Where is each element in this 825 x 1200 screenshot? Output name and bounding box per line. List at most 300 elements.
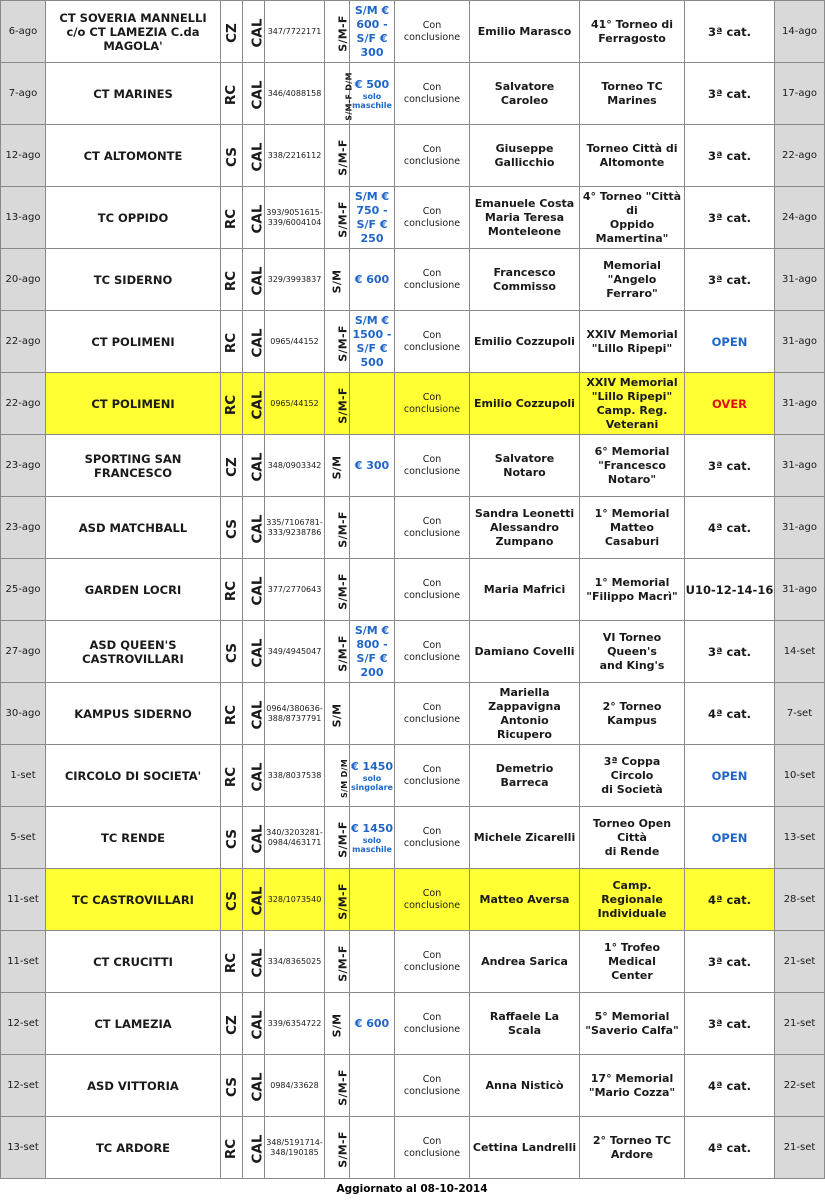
province: RC <box>223 1138 240 1160</box>
phone-number: 0965/44152 <box>265 311 325 373</box>
province-cell <box>221 807 243 869</box>
province: CS <box>223 1077 240 1097</box>
province: RC <box>223 580 240 602</box>
end-date: 22-ago <box>775 125 825 187</box>
phone-number: 348/0903342 <box>265 435 325 497</box>
province-cell <box>221 559 243 621</box>
draw-type-cell <box>325 1 350 63</box>
region: CAL <box>249 80 266 110</box>
event-name: VI Torneo Queen's and King's <box>580 621 685 683</box>
region: CAL <box>249 948 266 978</box>
phone-number: 393/9051615- 339/6004104 <box>265 187 325 249</box>
start-date: 30-ago <box>1 683 46 745</box>
category: 3ª cat. <box>685 1 775 63</box>
end-date: 31-ago <box>775 311 825 373</box>
tournament-rows <box>1 1 825 1179</box>
draw-type-cell <box>325 807 350 869</box>
club-name: ASD QUEEN'S CASTROVILLARI <box>46 621 221 683</box>
phone-number: 346/4088158 <box>265 63 325 125</box>
region: CAL <box>249 328 266 358</box>
prize-money <box>350 1055 395 1117</box>
event-name: Torneo TC Marines <box>580 63 685 125</box>
draw-type: S/M-F <box>336 139 350 176</box>
phone-number: 329/3993837 <box>265 249 325 311</box>
region: CAL <box>249 576 266 606</box>
referee-name: Emilio Marasco <box>470 1 580 63</box>
club-name: CT CRUCITTI <box>46 931 221 993</box>
referee-name: Emanuele Costa Maria Teresa Monteleone <box>470 187 580 249</box>
province: RC <box>223 952 240 974</box>
event-name: 5° Memorial "Saverio Calfa" <box>580 993 685 1055</box>
updated-note: Aggiornato al 08-10-2014 <box>336 1183 488 1195</box>
tournament-format: Con conclusione <box>395 63 470 125</box>
draw-type-cell <box>325 435 350 497</box>
prize-money <box>350 621 395 683</box>
tournament-format: Con conclusione <box>395 125 470 187</box>
table-row <box>1 311 825 373</box>
draw-type: S/M-F <box>336 201 350 238</box>
draw-type: S/M-F <box>336 883 350 920</box>
prize-amount: S/M € 800 - S/F € 200 <box>354 623 390 679</box>
start-date: 25-ago <box>1 559 46 621</box>
table-row <box>1 807 825 869</box>
event-name: Camp. Regionale Individuale <box>580 869 685 931</box>
region-cell <box>243 1055 265 1117</box>
draw-type-cell <box>325 497 350 559</box>
category: 3ª cat. <box>685 621 775 683</box>
province-cell <box>221 125 243 187</box>
draw-type: S/M-F <box>336 325 350 362</box>
region-cell <box>243 435 265 497</box>
start-date: 23-ago <box>1 435 46 497</box>
referee-name: Damiano Covelli <box>470 621 580 683</box>
prize-money <box>350 1 395 63</box>
table-row <box>1 683 825 745</box>
province-cell <box>221 745 243 807</box>
referee-name: Anna Nisticò <box>470 1055 580 1117</box>
draw-type: S/M <box>330 455 344 480</box>
category: 3ª cat. <box>685 249 775 311</box>
region-cell <box>243 931 265 993</box>
region: CAL <box>249 266 266 296</box>
club-name: CT LAMEZIA <box>46 993 221 1055</box>
draw-type-cell <box>325 125 350 187</box>
end-date: 14-ago <box>775 1 825 63</box>
prize-amount: € 600 <box>354 1016 390 1030</box>
table-row <box>1 63 825 125</box>
referee-name: Giuseppe Gallicchio <box>470 125 580 187</box>
event-name: 4° Torneo "Città di Oppido Mamertina" <box>580 187 685 249</box>
tournament-format: Con conclusione <box>395 311 470 373</box>
tournament-format: Con conclusione <box>395 187 470 249</box>
end-date: 13-set <box>775 807 825 869</box>
referee-name: Salvatore Notaro <box>470 435 580 497</box>
end-date: 21-set <box>775 993 825 1055</box>
tournament-format: Con conclusione <box>395 1 470 63</box>
category: 4ª cat. <box>685 683 775 745</box>
draw-type: S/M-F D/M <box>344 72 354 121</box>
region-cell <box>243 249 265 311</box>
event-name: 3ª Coppa Circolo di Società <box>580 745 685 807</box>
region: CAL <box>249 514 266 544</box>
tournament-format: Con conclusione <box>395 435 470 497</box>
prize-amount: S/M € 750 - S/F € 250 <box>354 189 390 245</box>
event-name: Torneo Open Città di Rende <box>580 807 685 869</box>
prize-note: solo maschile <box>352 835 392 854</box>
province-cell <box>221 187 243 249</box>
draw-type-cell <box>325 249 350 311</box>
region: CAL <box>249 824 266 854</box>
region-cell <box>243 187 265 249</box>
region-cell <box>243 373 265 435</box>
draw-type: S/M D/M <box>340 758 350 799</box>
category: 3ª cat. <box>685 931 775 993</box>
region: CAL <box>249 142 266 172</box>
category: 4ª cat. <box>685 869 775 931</box>
region-cell <box>243 807 265 869</box>
category: OVER <box>685 373 775 435</box>
province-cell <box>221 311 243 373</box>
category: 4ª cat. <box>685 497 775 559</box>
start-date: 6-ago <box>1 1 46 63</box>
start-date: 12-ago <box>1 125 46 187</box>
event-name: Torneo Città di Altomonte <box>580 125 685 187</box>
club-name: TC OPPIDO <box>46 187 221 249</box>
region-cell <box>243 497 265 559</box>
club-name: CT ALTOMONTE <box>46 125 221 187</box>
club-name: CT POLIMENI <box>46 373 221 435</box>
table-row <box>1 125 825 187</box>
category: 3ª cat. <box>685 993 775 1055</box>
referee-name: Michele Zicarelli <box>470 807 580 869</box>
event-name: 1° Memorial Matteo Casaburi <box>580 497 685 559</box>
draw-type: S/M-F <box>336 15 350 52</box>
prize-note: solo maschile <box>352 91 392 110</box>
draw-type: S/M-F <box>336 821 350 858</box>
province-cell <box>221 1 243 63</box>
province-cell <box>221 63 243 125</box>
phone-number: 348/5191714- 348/190185 <box>265 1117 325 1179</box>
phone-number: 340/3203281- 0984/463171 <box>265 807 325 869</box>
event-name: Memorial "Angelo Ferraro" <box>580 249 685 311</box>
region: CAL <box>249 700 266 730</box>
region: CAL <box>249 204 266 234</box>
province-cell <box>221 435 243 497</box>
club-name: TC ARDORE <box>46 1117 221 1179</box>
prize-money <box>350 373 395 435</box>
table-row <box>1 497 825 559</box>
province: RC <box>223 704 240 726</box>
phone-number: 0965/44152 <box>265 373 325 435</box>
event-name: XXIV Memorial "Lillo Ripepi" <box>580 311 685 373</box>
prize-money <box>350 311 395 373</box>
start-date: 5-set <box>1 807 46 869</box>
phone-number: 338/2216112 <box>265 125 325 187</box>
event-name: 2° Torneo Kampus <box>580 683 685 745</box>
prize-amount: € 1450 <box>350 821 394 835</box>
referee-name: Demetrio Barreca <box>470 745 580 807</box>
category: U10-12-14-16 <box>685 559 775 621</box>
prize-amount: S/M € 600 - S/F € 300 <box>354 3 390 59</box>
draw-type: S/M-F <box>336 945 350 982</box>
region: CAL <box>249 18 266 48</box>
province: RC <box>223 394 240 416</box>
table-row <box>1 621 825 683</box>
table-row <box>1 869 825 931</box>
referee-name: Francesco Commisso <box>470 249 580 311</box>
tournament-format: Con conclusione <box>395 621 470 683</box>
prize-money <box>350 559 395 621</box>
region: CAL <box>249 1010 266 1040</box>
draw-type-cell <box>325 745 350 807</box>
prize-money <box>350 993 395 1055</box>
club-name: ASD MATCHBALL <box>46 497 221 559</box>
table-row <box>1 745 825 807</box>
prize-money <box>350 125 395 187</box>
phone-number: 339/6354722 <box>265 993 325 1055</box>
draw-type-cell <box>325 1055 350 1117</box>
prize-money <box>350 187 395 249</box>
province-cell <box>221 373 243 435</box>
province: CS <box>223 643 240 663</box>
referee-name: Andrea Sarica <box>470 931 580 993</box>
category: 3ª cat. <box>685 125 775 187</box>
region-cell <box>243 993 265 1055</box>
start-date: 20-ago <box>1 249 46 311</box>
tournament-format: Con conclusione <box>395 1117 470 1179</box>
draw-type-cell <box>325 311 350 373</box>
table-row <box>1 187 825 249</box>
phone-number: 338/8037538 <box>265 745 325 807</box>
tournament-format: Con conclusione <box>395 745 470 807</box>
club-name: GARDEN LOCRI <box>46 559 221 621</box>
province-cell <box>221 869 243 931</box>
province-cell <box>221 1055 243 1117</box>
region: CAL <box>249 1072 266 1102</box>
province-cell <box>221 993 243 1055</box>
province-cell <box>221 683 243 745</box>
prize-amount: € 600 <box>354 272 390 286</box>
draw-type-cell <box>325 931 350 993</box>
event-name: XXIV Memorial "Lillo Ripepi" Camp. Reg. Veterani <box>580 373 685 435</box>
draw-type-cell <box>325 187 350 249</box>
category: OPEN <box>685 745 775 807</box>
referee-name: Maria Mafrici <box>470 559 580 621</box>
event-name: 6° Memorial "Francesco Notaro" <box>580 435 685 497</box>
region: CAL <box>249 1134 266 1164</box>
end-date: 14-set <box>775 621 825 683</box>
club-name: TC CASTROVILLARI <box>46 869 221 931</box>
event-name: 41° Torneo di Ferragosto <box>580 1 685 63</box>
event-name: 1° Trofeo Medical Center <box>580 931 685 993</box>
phone-number: 334/8365025 <box>265 931 325 993</box>
prize-amount: € 300 <box>354 458 390 472</box>
region-cell <box>243 125 265 187</box>
prize-money <box>350 745 395 807</box>
draw-type: S/M-F <box>336 387 350 424</box>
region-cell <box>243 63 265 125</box>
province: RC <box>223 270 240 292</box>
start-date: 23-ago <box>1 497 46 559</box>
club-name: CT SOVERIA MANNELLI c/o CT LAMEZIA C.da MAGOLA' <box>46 1 221 63</box>
tournament-format: Con conclusione <box>395 993 470 1055</box>
draw-type-cell <box>325 683 350 745</box>
tournament-format: Con conclusione <box>395 683 470 745</box>
province-cell <box>221 249 243 311</box>
referee-name: Salvatore Caroleo <box>470 63 580 125</box>
category: OPEN <box>685 311 775 373</box>
end-date: 17-ago <box>775 63 825 125</box>
province-cell <box>221 621 243 683</box>
start-date: 11-set <box>1 869 46 931</box>
end-date: 28-set <box>775 869 825 931</box>
draw-type: S/M <box>330 703 344 728</box>
phone-number: 0984/33628 <box>265 1055 325 1117</box>
province: CZ <box>223 23 240 43</box>
region-cell <box>243 311 265 373</box>
draw-type-cell <box>325 1117 350 1179</box>
start-date: 11-set <box>1 931 46 993</box>
prize-amount: € 1450 <box>350 759 394 773</box>
prize-money <box>350 497 395 559</box>
tournament-format: Con conclusione <box>395 373 470 435</box>
prize-amount: S/M € 1500 - S/F € 500 <box>352 313 392 369</box>
province: RC <box>223 208 240 230</box>
region: CAL <box>249 886 266 916</box>
province: CZ <box>223 457 240 477</box>
start-date: 12-set <box>1 1055 46 1117</box>
table-row <box>1 249 825 311</box>
table-row <box>1 1 825 63</box>
start-date: 27-ago <box>1 621 46 683</box>
draw-type-cell <box>325 993 350 1055</box>
prize-money <box>350 1117 395 1179</box>
region-cell <box>243 745 265 807</box>
end-date: 21-set <box>775 931 825 993</box>
referee-name: Raffaele La Scala <box>470 993 580 1055</box>
prize-note: solo singolare <box>351 773 393 792</box>
region-cell <box>243 1 265 63</box>
tournament-format: Con conclusione <box>395 807 470 869</box>
draw-type: S/M-F <box>336 1131 350 1168</box>
club-name: CT POLIMENI <box>46 311 221 373</box>
end-date: 10-set <box>775 745 825 807</box>
draw-type: S/M <box>330 269 344 294</box>
club-name: CT MARINES <box>46 63 221 125</box>
table-row <box>1 559 825 621</box>
end-date: 31-ago <box>775 249 825 311</box>
province-cell <box>221 1117 243 1179</box>
start-date: 7-ago <box>1 63 46 125</box>
prize-money <box>350 683 395 745</box>
club-name: KAMPUS SIDERNO <box>46 683 221 745</box>
prize-money <box>350 931 395 993</box>
province: CS <box>223 829 240 849</box>
end-date: 22-set <box>775 1055 825 1117</box>
start-date: 12-set <box>1 993 46 1055</box>
region-cell <box>243 683 265 745</box>
province: CZ <box>223 1015 240 1035</box>
draw-type: S/M-F <box>336 573 350 610</box>
table-row <box>1 1117 825 1179</box>
category: OPEN <box>685 807 775 869</box>
phone-number: 377/2770643 <box>265 559 325 621</box>
start-date: 13-ago <box>1 187 46 249</box>
table-row <box>1 435 825 497</box>
province: CS <box>223 147 240 167</box>
club-name: TC RENDE <box>46 807 221 869</box>
referee-name: Emilio Cozzupoli <box>470 311 580 373</box>
end-date: 7-set <box>775 683 825 745</box>
end-date: 31-ago <box>775 497 825 559</box>
prize-money <box>350 807 395 869</box>
province: CS <box>223 891 240 911</box>
start-date: 22-ago <box>1 373 46 435</box>
region: CAL <box>249 638 266 668</box>
region: CAL <box>249 390 266 420</box>
end-date: 31-ago <box>775 435 825 497</box>
table-row <box>1 373 825 435</box>
table-row <box>1 931 825 993</box>
draw-type-cell <box>325 559 350 621</box>
referee-name: Emilio Cozzupoli <box>470 373 580 435</box>
club-name: TC SIDERNO <box>46 249 221 311</box>
region-cell <box>243 869 265 931</box>
category: 3ª cat. <box>685 63 775 125</box>
draw-type: S/M-F <box>336 511 350 548</box>
event-name: 17° Memorial "Mario Cozza" <box>580 1055 685 1117</box>
draw-type: S/M-F <box>336 635 350 672</box>
province: RC <box>223 84 240 106</box>
region-cell <box>243 1117 265 1179</box>
prize-money <box>350 249 395 311</box>
prize-money <box>350 63 395 125</box>
club-name: ASD VITTORIA <box>46 1055 221 1117</box>
draw-type-cell <box>325 373 350 435</box>
province: RC <box>223 766 240 788</box>
region-cell <box>243 559 265 621</box>
tournament-format: Con conclusione <box>395 1055 470 1117</box>
draw-type-cell <box>325 621 350 683</box>
region: CAL <box>249 762 266 792</box>
end-date: 21-set <box>775 1117 825 1179</box>
tournament-format: Con conclusione <box>395 931 470 993</box>
prize-money <box>350 435 395 497</box>
referee-name: Sandra Leonetti Alessandro Zumpano <box>470 497 580 559</box>
table-row <box>1 1055 825 1117</box>
region: CAL <box>249 452 266 482</box>
category: 4ª cat. <box>685 1117 775 1179</box>
tournament-format: Con conclusione <box>395 249 470 311</box>
tournament-format: Con conclusione <box>395 869 470 931</box>
phone-number: 335/7106781- 333/9238786 <box>265 497 325 559</box>
province-cell <box>221 497 243 559</box>
event-name: 1° Memorial "Filippo Macrì" <box>580 559 685 621</box>
draw-type-cell <box>325 869 350 931</box>
tournament-format: Con conclusione <box>395 497 470 559</box>
category: 4ª cat. <box>685 1055 775 1117</box>
prize-money <box>350 869 395 931</box>
referee-name: Cettina Landrelli <box>470 1117 580 1179</box>
tournament-format: Con conclusione <box>395 559 470 621</box>
end-date: 31-ago <box>775 559 825 621</box>
event-name: 2° Torneo TC Ardore <box>580 1117 685 1179</box>
draw-type-cell <box>325 63 354 125</box>
category: 3ª cat. <box>685 187 775 249</box>
category: 3ª cat. <box>685 435 775 497</box>
phone-number: 0964/380636- 388/8737791 <box>265 683 325 745</box>
end-date: 31-ago <box>775 373 825 435</box>
